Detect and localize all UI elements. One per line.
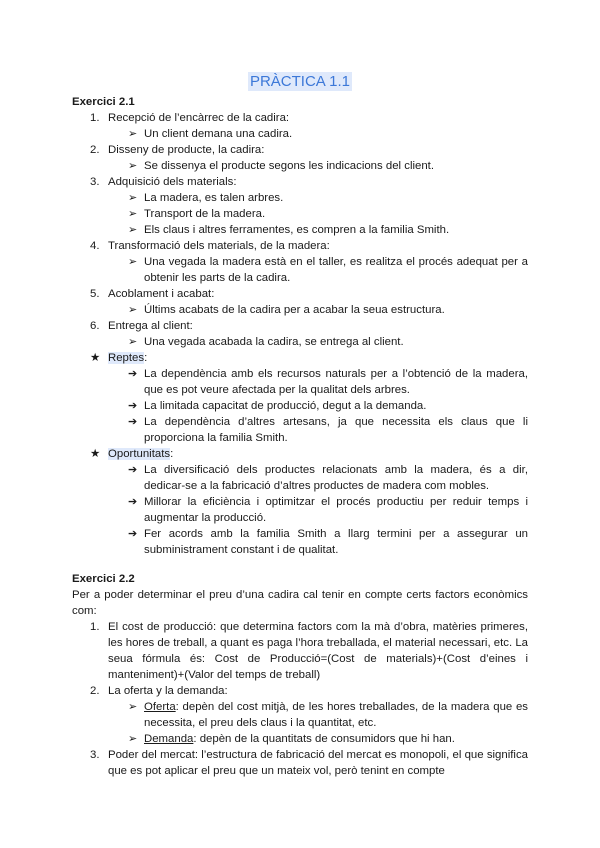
- oferta-subitem: ➢ Oferta: depèn del cost mitjà, de les hores treballades, de la madera que es necessita, el preu dels claus i la quantitat, etc.: [128, 701, 528, 729]
- arrow-icon: ➔: [128, 528, 138, 540]
- step-number: 5.: [90, 288, 100, 300]
- arrowhead-icon: ➢: [128, 128, 138, 140]
- arrowhead-icon: ➢: [128, 304, 138, 316]
- repte-item: [72, 414, 528, 446]
- step-subitem-text: Els claus i altres ferramentes, es compren a la familia Smith.: [144, 224, 450, 236]
- exercise-2-1-heading: Exercici 2.1: [72, 96, 135, 108]
- step-item: [72, 142, 528, 158]
- demanda-label: Demanda: [144, 733, 194, 745]
- arrowhead-icon: ➢: [128, 733, 138, 745]
- step-subitem: [72, 254, 528, 286]
- factor-cost-produccio: 1. El cost de producció: que determina factors com la mà d’obra, matèries primeres, les hores de treball, a quant es paga l’hora treballada, el material necessari, etc. La seua fórmula és: Cost de Producció=(Cost de materials)+(Cost d’eines i manteniment)+(Valor del temps de treball): [90, 621, 528, 681]
- step-number: 6.: [90, 320, 100, 332]
- step-item: [72, 318, 528, 334]
- oportunitat-item-text: La diversificació dels productes relacionats amb la madera, és a dir, dedicar-se a la fabricació d’altres productes de madera com mobles.: [144, 464, 528, 492]
- process-steps-list: [72, 110, 528, 350]
- arrowhead-icon: ➢: [128, 160, 138, 172]
- arrow-icon: ➔: [128, 416, 138, 428]
- arrow-icon: ➔: [128, 464, 138, 476]
- arrowhead-icon: ➢: [128, 208, 138, 220]
- step-item: [72, 238, 528, 254]
- oportunitats-heading: ★ Oportunitats:: [90, 448, 174, 460]
- oportunitat-item: [72, 526, 528, 558]
- step-item: [72, 174, 528, 190]
- star-icon: ★: [90, 352, 101, 364]
- reptes-label: Reptes: [108, 352, 145, 364]
- step-subitem: [72, 206, 528, 222]
- oportunitat-item: [72, 462, 528, 494]
- arrow-icon: ➔: [128, 400, 138, 412]
- step-subitem-text: La madera, es talen arbres.: [144, 192, 284, 204]
- repte-item-text: La dependència d’altres artesans, ja que necessita els claus que li proporciona la familia Smith.: [144, 416, 528, 444]
- step-item: [72, 110, 528, 126]
- demanda-subitem: ➢ Demanda: depèn de la quantitats de consumidors que hi han.: [128, 733, 455, 745]
- star-icon: ★: [90, 448, 101, 460]
- repte-item: [72, 366, 528, 398]
- step-subitem: [72, 158, 528, 174]
- step-subitem-text: Una vegada acabada la cadira, se entrega al client.: [144, 336, 404, 348]
- step-number: 4.: [90, 240, 100, 252]
- reptes-heading: ★ Reptes:: [90, 352, 148, 364]
- reptes-list: [72, 366, 528, 446]
- step-number: 1.: [90, 112, 100, 124]
- page-title: PRÀCTICA 1.1: [249, 73, 351, 90]
- arrowhead-icon: ➢: [128, 192, 138, 204]
- exercise-2-2-intro: Per a poder determinar el preu d’una cadira cal tenir en compte certs factors econòmics com:: [72, 589, 528, 617]
- oportunitat-item-text: Millorar la eficiència i optimitzar el procés productiu per reduir temps i augmentar la producció.: [144, 496, 528, 524]
- step-subitem-text: Transport de la madera.: [144, 208, 266, 220]
- arrow-icon: ➔: [128, 496, 138, 508]
- step-label: Adquisició dels materials:: [108, 176, 237, 188]
- step-subitem: [72, 190, 528, 206]
- step-number: 3.: [90, 176, 100, 188]
- arrow-icon: ➔: [128, 368, 138, 380]
- oportunitat-item: [72, 494, 528, 526]
- step-subitem-text: Se dissenya el producte segons les indicacions del client.: [144, 160, 434, 172]
- step-label: Entrega al client:: [108, 320, 193, 332]
- step-subitem: [72, 222, 528, 238]
- step-item: [72, 286, 528, 302]
- arrowhead-icon: ➢: [128, 701, 138, 713]
- arrowhead-icon: ➢: [128, 256, 138, 268]
- step-subitem: [72, 302, 528, 318]
- factor-oferta-demanda: 2. La oferta y la demanda:: [90, 685, 228, 697]
- step-label: Disseny de producte, la cadira:: [108, 144, 265, 156]
- step-label: Transformació dels materials, de la madera:: [108, 240, 330, 252]
- oportunitats-label: Oportunitats: [108, 448, 171, 460]
- factor-poder-mercat: 3. Poder del mercat: l’estructura de fabricació del mercat es monopoli, el que significa que es pot aplicar el preu que un mateix vol, però tenint en compte: [90, 749, 528, 777]
- oferta-label: Oferta: [144, 701, 176, 713]
- step-subitem: [72, 126, 528, 142]
- exercise-2-2-heading: Exercici 2.2: [72, 573, 135, 585]
- repte-item-text: La dependència amb els recursos naturals per a l’obtenció de la madera, que es pot veure afectada per la qualitat dels arbres.: [144, 368, 528, 396]
- step-label: Acoblament i acabat:: [108, 288, 215, 300]
- oportunitat-item-text: Fer acords amb la familia Smith a llarg termini per a assegurar un subministrament constant i de qualitat.: [144, 528, 528, 556]
- oportunitats-list: [72, 462, 528, 558]
- step-subitem-text: Últims acabats de la cadira per a acabar la seua estructura.: [144, 304, 445, 316]
- step-subitem: [72, 334, 528, 350]
- step-number: 2.: [90, 144, 100, 156]
- step-subitem-text: Un client demana una cadira.: [144, 128, 293, 140]
- repte-item-text: La limitada capacitat de producció, degut a la demanda.: [144, 400, 427, 412]
- arrowhead-icon: ➢: [128, 224, 138, 236]
- step-subitem-text: Una vegada la madera està en el taller, es realitza el procés adequat per a obtenir les parts de la cadira.: [144, 256, 528, 284]
- step-label: Recepció de l’encàrrec de la cadira:: [108, 112, 290, 124]
- repte-item: [72, 398, 528, 414]
- arrowhead-icon: ➢: [128, 336, 138, 348]
- document-page: [72, 72, 528, 779]
